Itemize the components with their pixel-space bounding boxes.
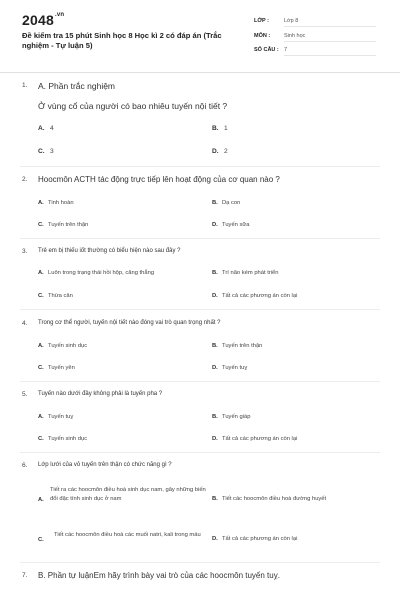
question-divider bbox=[20, 166, 380, 167]
meta-class-label: LỚP : bbox=[254, 18, 269, 24]
option-c[interactable]: C. Tuyến sinh dục bbox=[38, 436, 88, 442]
question-text: Trẻ em bị thiếu iốt thường có biểu hiện nào sau đây ? bbox=[38, 248, 181, 254]
question-text: Ở vùng cổ của người có bao nhiêu tuyến nội tiết ? bbox=[38, 101, 228, 111]
option-b[interactable]: B. Tuyến giáp bbox=[212, 414, 251, 420]
option-a[interactable]: A. Tuyến sinh dục bbox=[38, 343, 88, 349]
question-text: Lớp lưới của vỏ tuyến trên thận có chức năng gì ? bbox=[38, 462, 172, 468]
meta-subject-value: Sinh học bbox=[284, 33, 376, 42]
meta-count-label: SỐ CÂU : bbox=[254, 47, 279, 53]
option-d[interactable]: D. Tuyến sữa bbox=[212, 222, 250, 228]
option-d[interactable]: D. Tất cả các phương án còn lại bbox=[212, 536, 298, 542]
question-divider bbox=[20, 238, 380, 239]
option-d[interactable]: D. Tất cả các phương án còn lại bbox=[212, 293, 298, 299]
question-divider bbox=[20, 309, 380, 310]
question-number: 4. bbox=[22, 320, 28, 327]
page-title: Đề kiểm tra 15 phút Sinh học 8 Học kì 2 có đáp án (Trắc nghiệm - Tự luận 5) bbox=[22, 31, 222, 50]
option-b[interactable]: B. Dạ con bbox=[212, 200, 241, 206]
question-divider bbox=[20, 452, 380, 453]
question-number: 1. bbox=[22, 82, 28, 89]
option-d[interactable]: D. 2 bbox=[212, 148, 228, 155]
question-divider bbox=[20, 381, 380, 382]
option-b[interactable]: B. Tiết các hoocmôn điều hoà đường huyết bbox=[212, 496, 327, 502]
option-a[interactable]: A. Luôn trong trạng thái hồi hộp, căng thẳng bbox=[38, 270, 155, 276]
logo-text: 2048 bbox=[22, 12, 54, 28]
option-d[interactable]: D. Tuyến tuỵ bbox=[212, 365, 248, 371]
question-number: 7. bbox=[22, 572, 28, 579]
section-heading: A. Phần trắc nghiệm bbox=[38, 81, 116, 91]
meta-subject-label: MÔN : bbox=[254, 33, 271, 39]
option-c[interactable]: C. Thừa cân bbox=[38, 293, 73, 299]
option-c[interactable]: C. 3 bbox=[38, 148, 54, 155]
option-a[interactable]: A. 4 bbox=[38, 125, 54, 132]
option-a[interactable]: A. Tuyến tuỵ bbox=[38, 414, 74, 420]
option-c[interactable]: C. Tuyến yên bbox=[38, 365, 75, 371]
option-b[interactable]: B. Trí não kém phát triển bbox=[212, 270, 279, 276]
option-c[interactable]: C. Tiết các hoocmôn điều hoà các muối natri, kali trong máu bbox=[38, 532, 201, 543]
page-header bbox=[0, 0, 400, 72]
option-a[interactable]: A. Tinh hoàn bbox=[38, 200, 74, 206]
question-number: 5. bbox=[22, 391, 28, 398]
header-divider bbox=[0, 72, 400, 73]
question-number: 2. bbox=[22, 176, 28, 183]
option-c[interactable]: C. Tuyến trên thận bbox=[38, 222, 89, 228]
option-b[interactable]: B. 1 bbox=[212, 125, 228, 132]
question-number: 6. bbox=[22, 462, 28, 469]
question-text: Tuyến nào dưới đây không phải là tuyến pha ? bbox=[38, 391, 163, 397]
option-a[interactable]: A. Tiết ra các hoocmôn điều hoà sinh dục nam, gây những biến đổi đặc tính sinh dục ở nam bbox=[38, 487, 206, 503]
question-number: 3. bbox=[22, 248, 28, 255]
logo-suffix: .vn bbox=[54, 12, 65, 18]
meta-class-value: Lớp 8 bbox=[284, 18, 376, 27]
question-text: B. Phần tự luậnEm hãy trình bày vai trò của các hoocmôn tuyến tuỵ. bbox=[38, 571, 280, 580]
question-text: Trong cơ thể người, tuyến nội tiết nào đóng vai trò quan trọng nhất ? bbox=[38, 320, 221, 326]
question-text: Hoocmôn ACTH tác động trực tiếp lên hoạt động của cơ quan nào ? bbox=[38, 175, 280, 184]
meta-count-value: 7 bbox=[284, 47, 376, 56]
site-logo[interactable] bbox=[22, 12, 64, 28]
question-divider bbox=[20, 562, 380, 563]
option-b[interactable]: B. Tuyến trên thận bbox=[212, 343, 263, 349]
option-d[interactable]: D. Tất cả các phương án còn lại bbox=[212, 436, 298, 442]
